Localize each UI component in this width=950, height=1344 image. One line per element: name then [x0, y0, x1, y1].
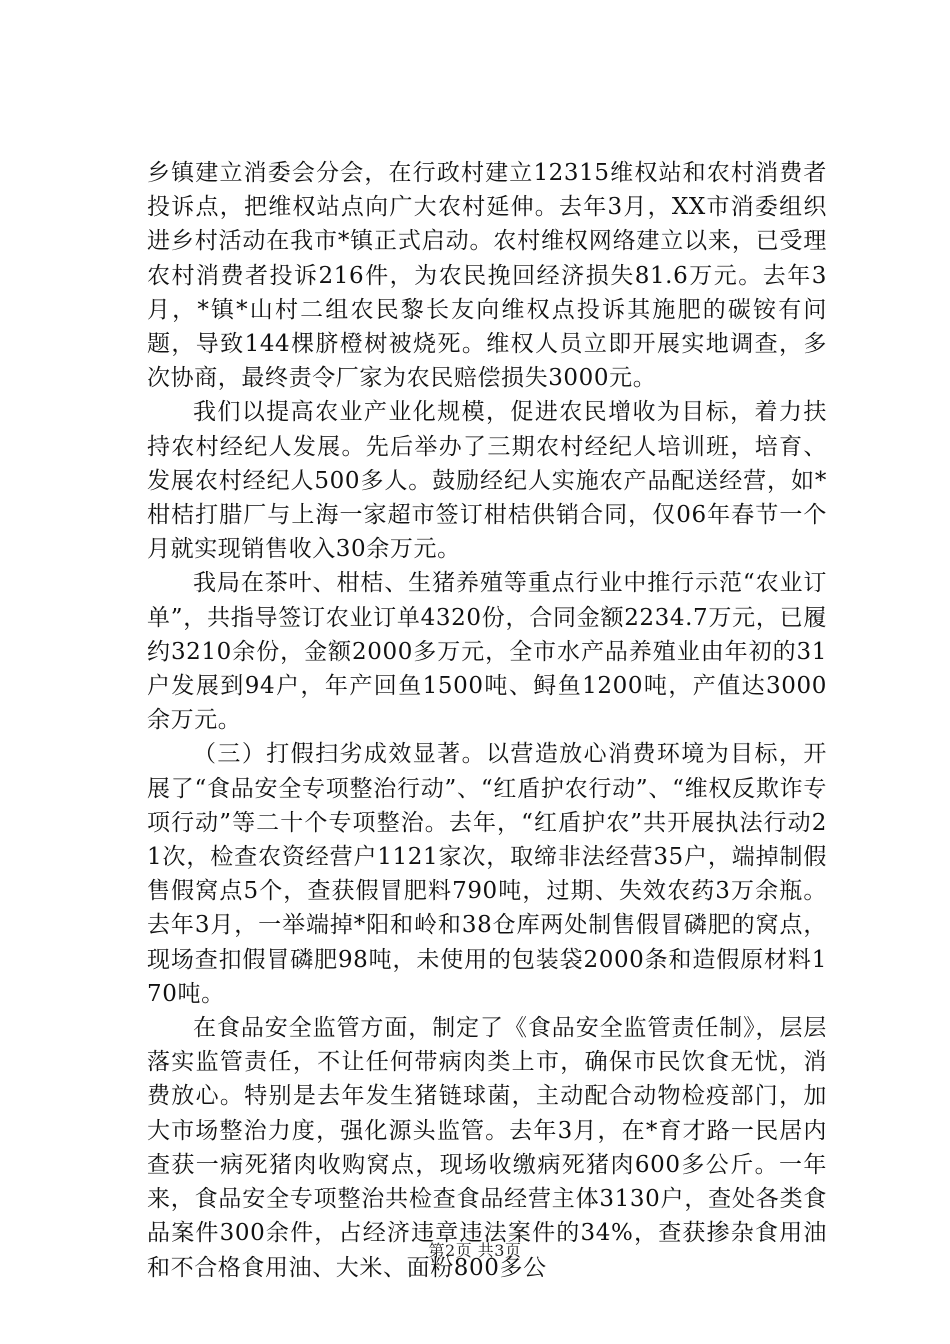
page-footer: 第2页 共3页: [428, 1241, 522, 1260]
paragraph-5: 在食品安全监管方面，制定了《食品安全监管责任制》，层层落实监管责任，不让任何带病肉类上市，确保市民饮食无忧，消费放心。特别是去年发生猪链球菌，主动配合动物检疫部门，加大市场整治力度，强化源头监管。去年3月，在*育才路一民居内查获一病死猪肉收购窝点，现场收缴病死猪肉600多公斤。一年来，食品安全专项整治共检查食品经营主体3130户，查处各类食品案件300余件，占经济违章违法案件的34%，查获掺杂食用油和不合格食用油、大米、面粉800多公: [147, 1015, 827, 1281]
paragraph-3: 我局在茶叶、柑桔、生猪养殖等重点行业中推行示范“农业订单”，共指导签订农业订单4320份，合同金额2234.7万元，已履约3210余份，金额2000多万元，全市水产品养殖业由年初的31户发展到94户，年产回鱼1500吨、鲟鱼1200吨，产值达3000余万元。: [147, 570, 827, 734]
paragraph-2: 我们以提高农业产业化规模，促进农民增收为目标，着力扶持农村经纪人发展。先后举办了三期农村经纪人培训班，培育、发展农村经纪人500多人。鼓励经纪人实施农产品配送经营，如*柑桔打腊厂与上海一家超市签订柑桔供销合同，仅06年春节一个月就实现销售收入30余万元。: [147, 399, 827, 563]
paragraph-1: 乡镇建立消委会分会，在行政村建立12315维权站和农村消费者投诉点，把维权站点向广大农村延伸。去年3月，XX市消委组织进乡村活动在我市*镇正式启动。农村维权网络建立以来，已受理农村消费者投诉216件，为农民挽回经济损失81.6万元。去年3月，*镇*山村二组农民黎长友向维权点投诉其施肥的碳铵有问题，导致144棵脐橙树被烧死。维权人员立即开展实地调查，多次协商，最终责令厂家为农民赔偿损失3000元。: [147, 160, 827, 392]
paragraph-4: （三）打假扫劣成效显著。以营造放心消费环境为目标，开展了“食品安全专项整治行动”、“红盾护农行动”、“维权反欺诈专项行动”等二十个专项整治。去年，“红盾护农”共开展执法行动21次，检查农资经营户1121家次，取缔非法经营35户，端掉制假售假窝点5个，查获假冒肥料790吨，过期、失效农药3万余瓶。去年3月，一举端掉*阳和岭和38仓库两处制售假冒磷肥的窝点，现场查扣假冒磷肥98吨，未使用的包装袋2000条和造假原材料170吨。: [147, 741, 827, 1007]
document-body: [147, 156, 827, 1285]
